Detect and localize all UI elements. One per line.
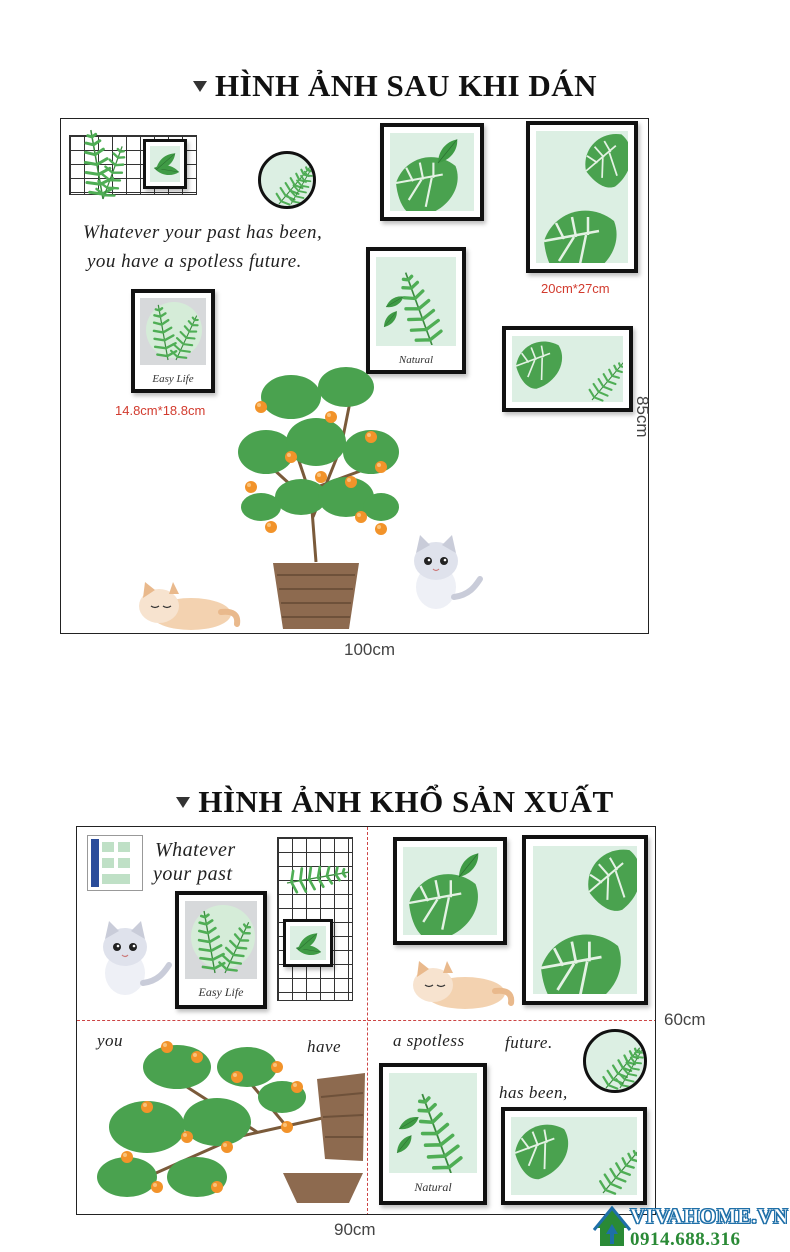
prod-monstera-frame-small [393,837,507,945]
triangle-down-icon [193,81,207,92]
hanging-plant-icon [73,121,133,201]
orange-tree-icon [87,1027,367,1213]
mini-leaf-frame [143,139,187,189]
prod-text-has-been: has been, [499,1083,568,1102]
prod-easy-life-frame [175,891,267,1009]
round-fern-frame [258,151,316,209]
brand-name: VIVAHOME.VN [630,1204,789,1228]
section-production-title: HÌNH ẢNH KHỔ SẢN XUẤT [198,784,614,819]
prod-mini-leaf-frame [283,919,333,967]
production-sheet [76,826,656,1215]
easy-life-frame [131,289,215,393]
section-after-title: HÌNH ẢNH SAU KHI DÁN [214,68,598,103]
size-label-large-frame: 20cm*27cm [541,281,610,296]
prod-text-future: future. [505,1033,553,1052]
monstera-frame-large [526,121,638,273]
prod-easy-life-caption: Easy Life [198,985,244,999]
prod-text-have: have [307,1037,342,1056]
prod-natural-frame [379,1063,487,1205]
brand-phone: 0914.688.316 [630,1229,741,1250]
natural-frame [366,247,466,374]
size-label-small-frame: 14.8cm*18.8cm [115,403,206,418]
production-height-label: 60cm [664,1010,706,1029]
monstera-frame-small [380,123,484,221]
prod-round-fern-frame [583,1029,647,1093]
section-after-heading [0,68,790,104]
section-production-heading [0,784,790,820]
house-logo-icon [592,1204,632,1250]
sleeping-cat-icon [133,574,243,634]
prod-text-spotless: a spotless [393,1031,465,1050]
production-width-label: 90cm [334,1220,376,1239]
after-wall-preview [60,118,649,634]
easy-life-caption: Easy Life [152,373,194,385]
cut-line-vertical [367,827,368,1215]
cat-icon [87,907,177,1017]
orange-tree-icon [231,357,401,633]
prod-tropical-frame [501,1107,647,1205]
cat-icon [406,519,486,629]
prod-monstera-frame-large [522,835,648,1005]
quote-line-1: Whatever your past has been, [83,222,323,243]
sleeping-cat-icon [403,949,523,1015]
prod-text-you: you [97,1031,124,1050]
hanging-plant-icon [277,843,363,903]
brand-logo [592,1202,790,1252]
prod-text-whatever: Whatever [155,839,236,861]
tropical-frame [502,326,633,412]
prod-text-your-past: your past [153,863,233,885]
mini-preview-thumbnail [87,835,143,891]
prod-natural-caption: Natural [414,1180,452,1194]
quote-line-2: you have a spotless future. [87,251,302,272]
after-width-label: 100cm [344,640,396,659]
triangle-down-icon [176,797,190,808]
natural-caption: Natural [398,354,434,366]
after-height-label: 85cm [633,396,652,438]
